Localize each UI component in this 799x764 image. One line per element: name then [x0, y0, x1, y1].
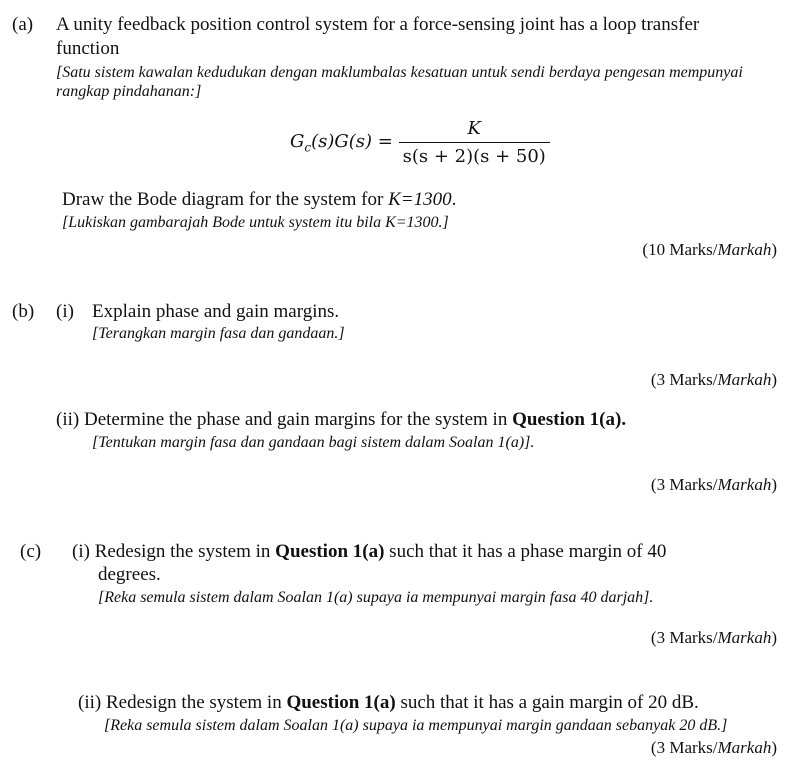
- part-c-ii-translation: [Reka semula sistem dalam Soalan 1(a) supaya ia mempunyai margin gandaan sebanyak 20 dB.]: [104, 717, 728, 734]
- question-reference: Question 1(a): [286, 692, 396, 713]
- marks-close: ): [771, 628, 777, 647]
- marks-label-malay: Markah: [717, 475, 772, 494]
- marks-label-malay: Markah: [717, 628, 772, 647]
- question-text: Redesign the system in: [105, 692, 287, 713]
- part-c-ii-question: [78, 692, 699, 714]
- part-c-i-marks: [651, 628, 777, 648]
- marks-label: (10 Marks/: [642, 240, 718, 259]
- marks-close: ): [771, 475, 777, 494]
- part-b-i-marks: [651, 370, 777, 390]
- equation-lhs-rest: (s)G(s) =: [311, 130, 393, 152]
- part-b-label: (b): [12, 301, 35, 322]
- marks-label-malay: Markah: [717, 738, 772, 757]
- part-a-label: (a): [12, 14, 34, 35]
- part-a-marks: [642, 240, 777, 260]
- part-c-label: (c): [20, 541, 42, 562]
- instruction-period: .: [451, 189, 457, 210]
- marks-close: ): [771, 370, 777, 389]
- part-c-ii-label: (ii): [78, 692, 102, 713]
- marks-close: ): [771, 240, 777, 259]
- marks-label: (3 Marks/: [650, 628, 718, 647]
- part-b-ii-marks: [651, 475, 777, 495]
- part-b-i-question: Explain phase and gain margins.: [92, 301, 340, 322]
- marks-label: (3 Marks/: [650, 738, 718, 757]
- part-b-i-translation: [Terangkan margin fasa dan gandaan.]: [92, 325, 345, 342]
- part-a-question-line1: A unity feedback position control system for a force-sensing joint has a loop transfer: [56, 14, 700, 35]
- equation-fraction: [399, 118, 550, 167]
- part-b-ii-label: (ii): [56, 409, 80, 430]
- part-a-question-line2: function: [56, 38, 120, 59]
- part-b-ii-translation: [Tentukan margin fasa dan gandaan bagi sistem dalam Soalan 1(a)].: [92, 434, 535, 451]
- marks-label-malay: Markah: [717, 370, 772, 389]
- question-text-end: such that it has a phase margin of 40: [384, 541, 667, 562]
- instruction-k-value: K=1300: [388, 189, 452, 210]
- instruction-text: Draw the Bode diagram for the system for: [62, 189, 389, 210]
- part-c-i-translation: [Reka semula sistem dalam Soalan 1(a) supaya ia mempunyai margin fasa 40 darjah].: [98, 589, 654, 606]
- part-b-i-label: (i): [56, 301, 74, 322]
- transfer-function-equation: [290, 118, 550, 167]
- question-text: Redesign the system in: [94, 541, 276, 562]
- equation-lhs-g: G: [290, 130, 305, 152]
- part-c-ii-marks: [651, 738, 777, 758]
- question-text-end: such that it has a gain margin of 20 dB.: [395, 692, 699, 713]
- part-b-ii-question: [56, 409, 626, 431]
- part-c-i-question-line2: degrees.: [98, 564, 161, 585]
- question-reference: Question 1(a).: [512, 409, 627, 430]
- marks-label: (3 Marks/: [650, 475, 718, 494]
- equation-lhs-subscript: c: [304, 140, 312, 155]
- marks-label: (3 Marks/: [650, 370, 718, 389]
- marks-label-malay: Markah: [717, 240, 772, 259]
- equation-denominator: s(s + 2)(s + 50): [399, 142, 550, 167]
- part-a-translation-line1: [Satu sistem kawalan kedudukan dengan maklumbalas kesatuan untuk sendi berdaya pengesan mempunyai: [56, 64, 743, 81]
- question-text: Determine the phase and gain margins for the system in: [83, 409, 513, 430]
- part-a-instruction: [62, 189, 456, 211]
- marks-close: ): [771, 738, 777, 757]
- part-c-i-label: (i): [72, 541, 90, 562]
- question-reference: Question 1(a): [275, 541, 385, 562]
- equation-numerator: K: [467, 118, 481, 139]
- part-c-i-question-line1: [72, 541, 666, 563]
- part-a-instruction-translation: [Lukiskan gambarajah Bode untuk system itu bila K=1300.]: [62, 214, 449, 231]
- part-a-translation-line2: rangkap pindahanan:]: [56, 83, 202, 100]
